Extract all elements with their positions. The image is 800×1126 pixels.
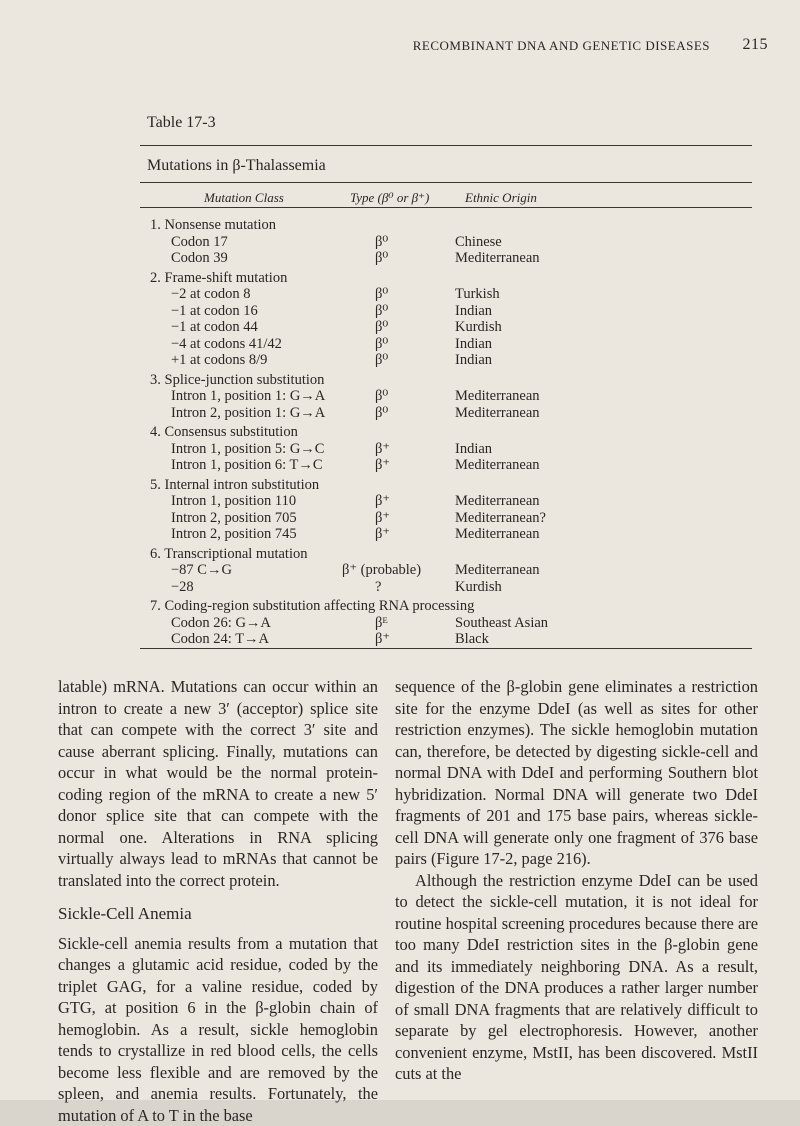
table-row <box>0 493 800 510</box>
table-section-row <box>0 546 800 563</box>
mutation-class-cell: Intron 2, position 745 <box>171 526 297 543</box>
type-cell: β⁰ <box>375 405 388 422</box>
type-cell: β⁺ <box>375 526 390 543</box>
type-cell: β⁰ <box>375 286 388 303</box>
mutation-class-cell: Codon 17 <box>171 234 228 251</box>
table-row <box>0 405 800 422</box>
table-row <box>0 631 800 648</box>
table-caption: Mutations in β-Thalassemia <box>147 157 326 175</box>
ethnic-origin-cell: Mediterranean <box>455 250 540 267</box>
mutation-class-cell: −1 at codon 44 <box>171 319 258 336</box>
table-row <box>0 562 800 579</box>
paragraph: Sickle-cell anemia results from a mutation that changes a glutamic acid residue, coded by the triplet GAG, for a valine residue, coded by GTG, at position 6 in the β-globin chain of hemoglobin. As a result, sickle hemoglobin tends to crystallize in red blood cells, the cells become less flexible and are removed by the spleen, and anemia results. Fortunately, the mutation of A to T in the base <box>58 933 378 1126</box>
ethnic-origin-cell: Indian <box>455 441 492 458</box>
table-row <box>0 441 800 458</box>
table-body <box>0 214 800 648</box>
table-section-row <box>0 477 800 494</box>
mutation-class-cell: 1. Nonsense mutation <box>150 217 276 234</box>
type-cell: β⁺ <box>375 493 390 510</box>
mutation-class-cell: −2 at codon 8 <box>171 286 250 303</box>
mutation-class-cell: 2. Frame-shift mutation <box>150 270 287 287</box>
table-rule-bottom <box>140 648 752 649</box>
column-header-origin: Ethnic Origin <box>465 190 537 206</box>
ethnic-origin-cell: Indian <box>455 303 492 320</box>
type-cell: β⁺ <box>375 631 390 648</box>
type-cell: β⁰ <box>375 250 388 267</box>
ethnic-origin-cell: Indian <box>455 336 492 353</box>
type-cell: β⁺ <box>375 457 390 474</box>
type-cell: β⁺ <box>375 510 390 527</box>
table-row <box>0 510 800 527</box>
ethnic-origin-cell: Mediterranean <box>455 405 540 422</box>
mutation-class-cell: 4. Consensus substitution <box>150 424 298 441</box>
ethnic-origin-cell: Chinese <box>455 234 502 251</box>
mutation-class-cell: 6. Transcriptional mutation <box>150 546 307 563</box>
table-section-row <box>0 424 800 441</box>
mutation-class-cell: Intron 2, position 1: G→A <box>171 405 325 422</box>
table-row <box>0 336 800 353</box>
table-row <box>0 303 800 320</box>
table-row <box>0 352 800 369</box>
ethnic-origin-cell: Black <box>455 631 489 648</box>
page-number: 215 <box>743 36 769 54</box>
table-row <box>0 388 800 405</box>
type-cell: β⁰ <box>375 336 388 353</box>
ethnic-origin-cell: Mediterranean <box>455 493 540 510</box>
mutation-class-cell: −1 at codon 16 <box>171 303 258 320</box>
mutation-class-cell: Codon 39 <box>171 250 228 267</box>
table-row <box>0 286 800 303</box>
paragraph: sequence of the β-globin gene eliminates a restriction site for the enzyme DdeI (as well as sites for other restriction enzymes). The sickle hemoglobin mutation can, therefore, be detected by digesting sickle-cell and normal DNA with DdeI and performing Southern blot hybridization. Normal DNA will generate two DdeI fragments of 201 and 175 base pairs, whereas sickle-cell DNA will generate only one fragment of 376 base pairs (Figure 17-2, page 216). <box>395 676 758 870</box>
table-section-row <box>0 372 800 389</box>
mutation-class-cell: −28 <box>171 579 194 596</box>
mutation-class-cell: 7. Coding-region substitution affecting RNA processing <box>150 598 474 615</box>
table-section-row <box>0 217 800 234</box>
mutation-class-cell: Codon 26: G→A <box>171 615 271 632</box>
mutation-class-cell: Intron 1, position 1: G→A <box>171 388 325 405</box>
mutation-class-cell: Intron 1, position 5: G→C <box>171 441 324 458</box>
ethnic-origin-cell: Turkish <box>455 286 500 303</box>
table-row <box>0 457 800 474</box>
type-cell: β⁰ <box>375 303 388 320</box>
ethnic-origin-cell: Mediterranean <box>455 562 540 579</box>
table-section-row <box>0 270 800 287</box>
table-label: Table 17-3 <box>147 114 216 132</box>
right-text-column <box>395 676 758 1085</box>
table-rule-header <box>140 207 752 208</box>
running-header: RECOMBINANT DNA AND GENETIC DISEASES <box>413 38 710 54</box>
paragraph: Although the restriction enzyme DdeI can be used to detect the sickle-cell mutation, it is not ideal for routine hospital screening procedures because there are too many DdeI restriction sites in the β-globin gene and its immediately neighboring DNA. As a result, digestion of the DNA produces a rather larger number of small DNA fragments that are relatively difficult to separate by gel electrophoresis. However, another convenient enzyme, MstII, has been discovered. MstII cuts at the <box>395 870 758 1085</box>
column-header-class: Mutation Class <box>204 190 284 206</box>
left-text-column <box>58 676 378 1126</box>
mutation-class-cell: Intron 1, position 110 <box>171 493 296 510</box>
type-cell: β⁺ <box>375 441 390 458</box>
table-section-row <box>0 598 800 615</box>
table-row <box>0 579 800 596</box>
type-cell: β⁰ <box>375 352 388 369</box>
type-cell: β⁰ <box>375 388 388 405</box>
mutation-class-cell: +1 at codons 8/9 <box>171 352 267 369</box>
ethnic-origin-cell: Indian <box>455 352 492 369</box>
mutation-class-cell: Codon 24: T→A <box>171 631 269 648</box>
type-cell: β⁺ (probable) <box>342 562 421 579</box>
section-heading: Sickle-Cell Anemia <box>58 903 378 925</box>
mutation-class-cell: 5. Internal intron substitution <box>150 477 319 494</box>
table-row <box>0 234 800 251</box>
ethnic-origin-cell: Southeast Asian <box>455 615 548 632</box>
type-cell: β⁰ <box>375 319 388 336</box>
mutation-class-cell: Intron 2, position 705 <box>171 510 297 527</box>
type-cell: βᴱ <box>375 615 388 632</box>
mutation-class-cell: −4 at codons 41/42 <box>171 336 282 353</box>
ethnic-origin-cell: Mediterranean? <box>455 510 546 527</box>
type-cell: β⁰ <box>375 234 388 251</box>
mutation-class-cell: Intron 1, position 6: T→C <box>171 457 323 474</box>
table-row <box>0 615 800 632</box>
ethnic-origin-cell: Mediterranean <box>455 526 540 543</box>
table-row <box>0 319 800 336</box>
table-rule-top <box>140 145 752 146</box>
ethnic-origin-cell: Mediterranean <box>455 457 540 474</box>
ethnic-origin-cell: Mediterranean <box>455 388 540 405</box>
mutation-class-cell: 3. Splice-junction substitution <box>150 372 324 389</box>
mutation-class-cell: −87 C→G <box>171 562 232 579</box>
paragraph: latable) mRNA. Mutations can occur within an intron to create a new 3′ (acceptor) splice site that can compete with the correct 3′ site and cause aberrant splicing. Finally, mutations can occur in what would be the normal protein-coding region of the mRNA to create a new 5′ donor splice site that can compete with the normal one. Alterations in RNA splicing virtually always lead to mRNAs that cannot be translated into the correct protein. <box>58 676 378 891</box>
column-header-type: Type (β⁰ or β⁺) <box>350 190 429 206</box>
table-rule-caption <box>140 182 752 183</box>
ethnic-origin-cell: Kurdish <box>455 319 502 336</box>
ethnic-origin-cell: Kurdish <box>455 579 502 596</box>
table-row <box>0 526 800 543</box>
table-row <box>0 250 800 267</box>
type-cell: ? <box>375 579 381 596</box>
